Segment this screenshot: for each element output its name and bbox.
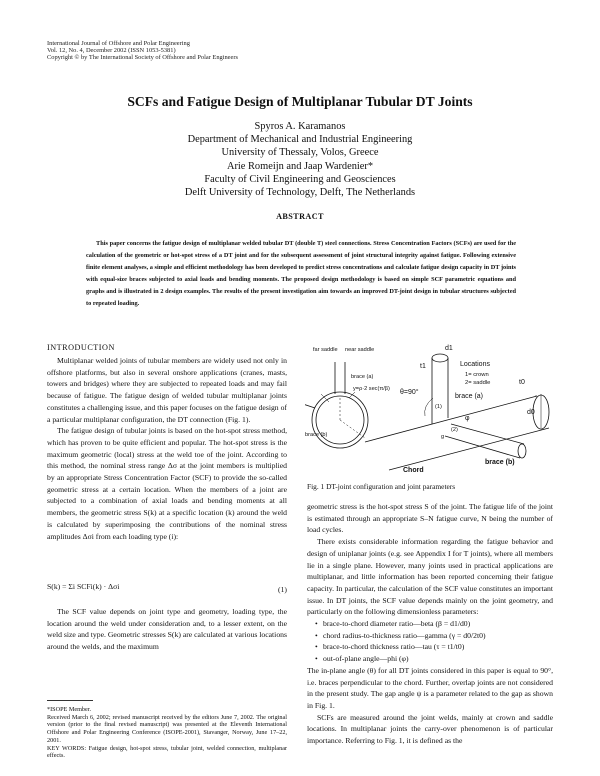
journal-header	[47, 40, 238, 62]
label-near-saddle: near saddle	[345, 347, 375, 353]
label-t0: t0	[519, 379, 525, 386]
label-chord: Chord	[403, 467, 424, 474]
label-t1: t1	[420, 363, 426, 370]
list-item: • brace-to-chord thickness ratio—tau (τ = t1/t0)	[315, 641, 553, 653]
author-affiliation: Department of Mechanical and Industrial Engineering	[187, 134, 413, 145]
author-affiliation: Faculty of Civil Engineering and Geosciences	[204, 174, 396, 185]
right-paragraph-3: The in-plane angle (θ) for all DT joints considered in this paper is equal to 90°, i.e. braces perpendicular to the chord. Further, overlap joints are not considered in the present study. The gap angle ψ is a parameter related to the gap as shown in Fig. 1.	[307, 665, 553, 710]
left-column-cont	[47, 606, 287, 653]
brace-a-top	[432, 354, 448, 362]
right-paragraph-2: There exists considerable information regarding the fatigue behavior and design of uniplanar joints (e.g. see Appendix I for T joints), where all members lie in a single plane. However, many joints used in practical applications are multiplanar, and little information has been reported concerning their fatigue capacity. In particular, the calculation of the SCF value constitutes an important issue. In DT joints, the SCF value depends mainly on the joint geometry, and particularly on the following dimensionless parameters:	[307, 537, 553, 617]
intro-paragraph-2: The fatigue design of tubular joints is based on the hot-spot stress method, which has proven to be quite efficient and popular. The hot-spot stress is the maximum geometric (local) stress at the weld toe of the joint. According to this method, the nominal stress range Δσ at the joint members is multiplied by an appropriate Stress Concentration Factor (SCF) to provide the so-called geometric stress at a certain location. When the members of a joint are subjected to a combination of axial loads and bending moments at all members, the geometric stress S(k) at a specific location (k) around the weld is calculated by superimposing the contributions of the nominal stress amplitudes Δσi from each loading type (i):	[47, 426, 287, 541]
left-column	[47, 355, 287, 542]
label-d0: d0	[527, 409, 535, 416]
label-saddle: 2= saddle	[465, 380, 491, 386]
footnote-keywords: KEY WORDS: Fatigue design, hot-spot stress, tubular joint, welded connection, multiplanar effects.	[47, 744, 287, 760]
journal-copyright: Copyright © by The International Society of Offshore and Polar Engineers	[47, 54, 238, 62]
abstract-heading: ABSTRACT	[276, 212, 324, 221]
label-yprop: y=ρ·2 sec(π/β)	[353, 386, 390, 392]
right-paragraph-4: SCFs are measured around the joint welds, mainly at crown and saddle locations. In multiplanar joints the carry-over phenomenon is of particular importance. Referring to Fig. 1, it is defined as the	[307, 712, 553, 746]
figure-caption: Fig. 1 DT-joint configuration and joint parameters	[307, 482, 456, 491]
paper-title: SCFs and Fatigue Design of Multiplanar Tubular DT Joints	[127, 94, 473, 109]
author-block-1	[0, 120, 600, 159]
footnote	[47, 706, 287, 760]
abstract-text: This paper concerns the fatigue design of multiplanar welded tubular DT (double T) steel connections. Stress Concentration Factors (SCFs) are used for the calculation of the geometric or hot-spot stress of a DT joint and for the subsequent assessment of joint structural integrity against fatigue. Following extensive finite element analyses, a simple and efficient methodology has been developed to predict stress concentrations and calculate fatigue design capacity in DT joints with equal-size braces subjected to axial loads and bending moments. The proposed design methodology is based on simple SCF parametric equations and graphs and is illustrated in 2 design examples. The results of the present investigation aim towards an improved DT-joint design in tubular structures subjected to repeated loading.	[86, 240, 516, 307]
journal-volume: Vol. 12, No. 4, December 2002 (ISSN 1053-5381)	[47, 47, 176, 55]
label-brace-a-small: brace (a)	[351, 374, 374, 380]
label-brace-a: brace (a)	[455, 393, 484, 400]
label-phi: φ	[465, 415, 470, 422]
intro-paragraph-3: The SCF value depends on joint type and geometry, loading type, the location around the weld under consideration and, to a lesser extent, on the weld size and type. Geometric stresses S(k) are calculated at various locations around the welds, and the maximum	[47, 607, 287, 652]
author-affiliation: Delft University of Technology, Delft, The Netherlands	[184, 187, 416, 198]
footnote-member: *ISOPE Member.	[47, 706, 91, 713]
label-brace-b: brace (b)	[485, 459, 515, 466]
label-crown: 1= crown	[465, 372, 489, 378]
brace-b-end	[518, 444, 526, 458]
intro-paragraph-1: Multiplanar welded joints of tubular members are widely used not only in offshore platforms, but also in several onshore applications (cranes, masts, towers and bridges) where they are subjected to repeated loads and may fail because of fatigue. The fatigue design of welded tubular multiplanar joints constitutes a challenging issue, and this paper focuses on the fatigue design of a particular multiplanar configuration, the DT connection (Fig. 1).	[47, 356, 287, 424]
equation-number: (1)	[278, 585, 287, 594]
parameter-list	[307, 618, 553, 665]
brace-a-body	[432, 358, 448, 424]
author-affiliation: University of Thessaly, Volos, Greece	[221, 147, 379, 158]
author-block-2	[0, 160, 600, 199]
label-one: (1)	[435, 404, 442, 410]
list-item: • chord radius-to-thickness ratio—gamma (γ = d0/2t0)	[315, 630, 553, 642]
equation-1	[47, 582, 287, 600]
right-column	[307, 501, 553, 747]
footnote-received: Received March 6, 2002; revised manuscript received by the editors June 7, 2002. The original version (prior to the final revised manuscript) was presented at the Eleventh International Offshore and Polar Engineering Conference (ISOPE-2001), Stavanger, Norway, June 17–22, 2001.	[47, 713, 287, 744]
label-brace-b-small: brace (b)	[305, 432, 328, 438]
list-item: • brace-to-chord diameter ratio—beta (β = d1/d0)	[315, 618, 553, 630]
label-g: g	[441, 434, 445, 440]
label-theta: θ=90°	[400, 389, 419, 396]
author-name: Spyros A. Karamanos	[254, 121, 346, 132]
figure-dt-joint	[305, 338, 553, 478]
chord-body	[365, 396, 549, 470]
inset-brace-a	[335, 362, 345, 394]
label-far-saddle: far saddle	[313, 347, 338, 353]
label-locations: Locations	[460, 361, 490, 368]
list-item: • out-of-plane angle—phi (φ)	[315, 653, 553, 665]
equation-text: S(k) = Σi SCFi(k) · Δσi	[47, 582, 120, 591]
section-heading-introduction: INTRODUCTION	[47, 343, 115, 352]
footnote-rule	[47, 700, 93, 701]
right-paragraph-1: geometric stress is the hot-spot stress S of the joint. The fatigue life of the joint is estimated through an appropriate S–N fatigue curve, N being the number of load cycles.	[307, 502, 553, 535]
label-d1: d1	[445, 345, 453, 352]
author-name: Arie Romeijn and Jaap Wardenier*	[226, 161, 374, 172]
label-two: (2)	[451, 427, 458, 433]
journal-name: International Journal of Offshore and Polar Engineering	[47, 40, 190, 47]
